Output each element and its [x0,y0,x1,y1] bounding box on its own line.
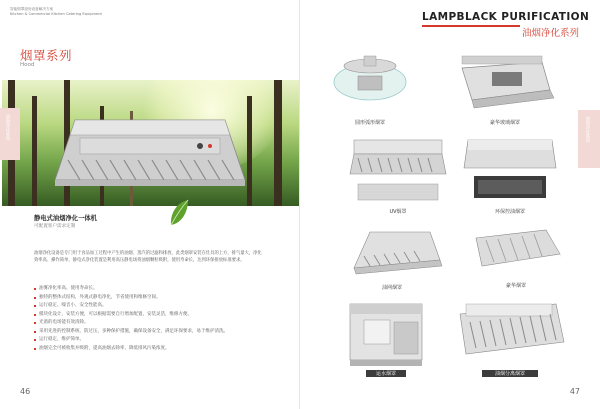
product-card-water-hood [346,300,426,380]
product-label: 油网烟罩 [381,285,402,291]
page-number-right: 47 [569,387,580,396]
product-description: 油烟净化设备是专门用于食品加工过程中产生的油烟、蒸汽的过滤和排放，此类烟罩安装在灶具的上方，排气量大，净化效率高、操作简单，静电式净化装置是利用高压静电场将油烟颗粒吸附，使用寿命长，达到环保排放标准要求。 [34,251,262,263]
product-tag: 可配置客户需求定制 [34,224,76,229]
product-label: 豪华玻璃烟罩 [489,120,520,126]
product-label: 环保控油烟罩 [494,209,525,215]
feature-list [34,285,266,353]
glass-hood-image [450,50,560,118]
list-item: 模块化设计，安装方便，可以根据需要自行增加配置，安装灵活，维修方便。 [34,311,266,320]
right-page [300,0,600,409]
side-tab-left-label: 油烟净化系列 [5,114,10,141]
list-item: 光谱的电场能有效清除。 [34,319,266,328]
header-chinese: 油烟净化系列 [522,28,580,39]
side-tab-right [578,110,600,168]
product-label: UV烟罩 [389,209,407,215]
page-number-left: 46 [20,387,31,396]
separation-hood-image [452,296,568,368]
product-card-round-hood [320,48,420,126]
list-item: 运行稳定，维护简单。 [34,336,266,345]
product-card-uv-hood [348,136,448,218]
product-label: 运水烟罩 [366,370,406,377]
product-label: 豪华烟罩 [505,283,526,289]
list-item: 独特的整体式结构，外观式静电净化，节省使用和维修空间。 [34,294,266,303]
product-name: 静电式油烟净化一体机 [34,215,97,222]
side-tab-left [0,108,20,160]
header-accent-bar [422,25,520,27]
water-hood-image [346,300,426,370]
product-label: 圆形弧形烟罩 [354,120,385,126]
product-card-oil-net-hood [340,226,444,292]
list-item: 采用先进的控制系统，防过压，多种保护措施，确保设备安全，满足环保要求，易于维护清洗。 [34,328,266,337]
product-card-luxury-hood [466,224,566,292]
oil-net-hood-image [340,226,444,284]
eco-hood-image [460,136,560,206]
product-card-eco-hood [460,136,560,218]
product-card-glass-hood [450,50,560,126]
brand-line-2: Kitchen & Commercial Kitchen Catering Equipment [10,12,102,16]
leaf-icon [168,198,190,228]
side-tab-right-label: 油烟净化系列 [585,116,590,143]
list-item: 油雾净化率高、使用寿命长。 [34,285,266,294]
brand-line-1: 智能烟罩厨房设备解决方案 [10,7,54,11]
section-subtitle: Hood [20,62,35,68]
section-title: 烟罩系列 [20,48,73,63]
luxury-hood-image [466,224,566,284]
list-item: 油烟完全可被收集并吸附，提高油烟去除率，降低排风污染浓度。 [34,345,266,354]
round-hood-image [320,48,420,118]
product-label: 油烟分离烟罩 [482,370,538,377]
hood-illustration [50,100,250,200]
header-english: LAMPBLACK PURIFICATION [422,11,590,23]
list-item: 运行稳定、噪音小、安全性能高。 [34,302,266,311]
brand-header [10,7,102,17]
uv-hood-image [348,136,448,206]
product-card-separation-hood [452,296,568,380]
